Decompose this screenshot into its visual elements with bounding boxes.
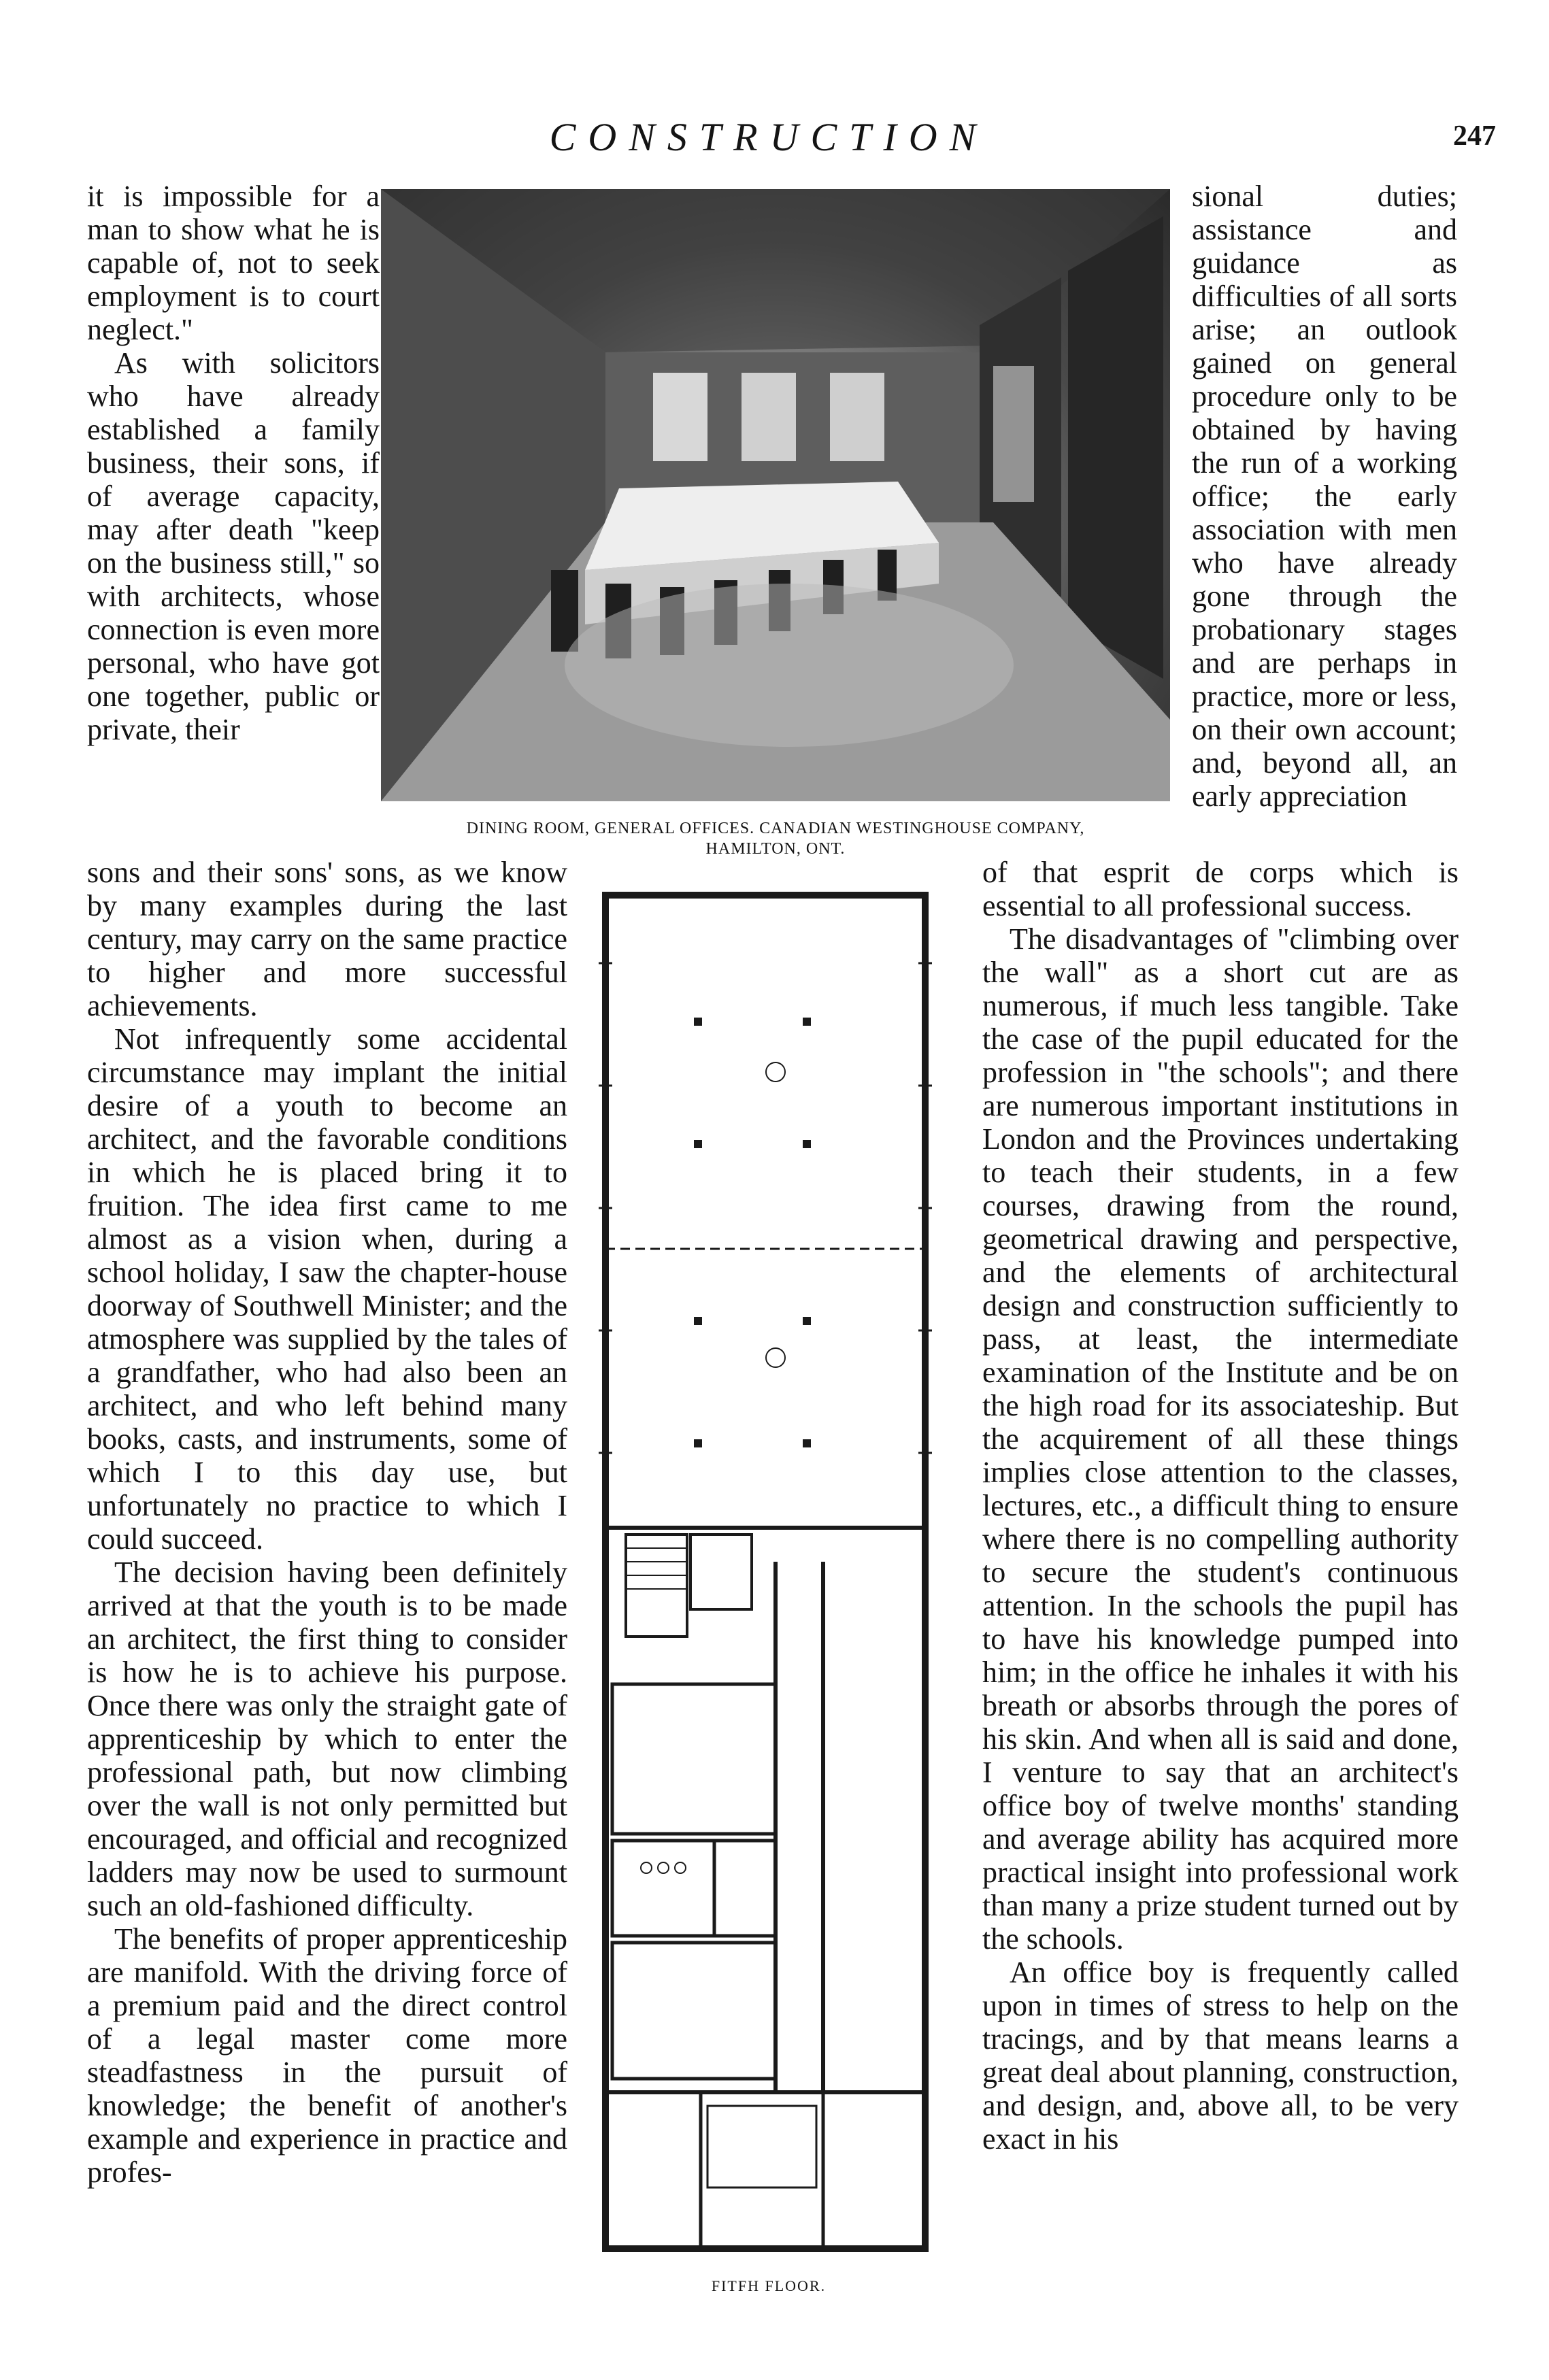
dining-room-photo	[381, 189, 1170, 801]
column-left-top	[87, 180, 380, 746]
column-right-bottom	[982, 856, 1459, 2156]
paragraph: An office boy is frequently called upon in times of stress to help on the tracings, and by that means learns a great deal about planning, construction, and design, and, above all, to be very exact in his	[982, 1956, 1459, 2156]
plan-caption: FITFH FLOOR.	[711, 2277, 827, 2294]
paragraph: The decision having been definitely arrived at that the youth is to be made an architect, the first thing to consider is how he is to achieve his purpose. Once there was only the straight gate of apprenticeship by which to enter the professional path, but now climbing over the wall is not only permitted but encouraged, and official and recognized ladders may now be used to surmount such an old-fashioned difficulty.	[87, 1556, 567, 1922]
photo-caption-line2: HAMILTON, ONT.	[705, 840, 846, 858]
paragraph: of that esprit de corps which is essential to all professional success.	[982, 856, 1459, 922]
fifth-floor-plan	[599, 882, 939, 2265]
running-head: CONSTRUCTION	[549, 115, 988, 159]
column-right-top	[1192, 180, 1457, 813]
page-number: 247	[1453, 120, 1496, 152]
paragraph: sons and their sons' sons, as we know by many examples during the last century, may carry on the same practice to higher and more successful achievements.	[87, 856, 567, 1022]
paragraph: Not infrequently some accidental circumstance may implant the initial desire of a youth to become an architect, and the favorable conditions in which he is placed bring it to fruition. The idea first came to me almost as a vision when, during a school holiday, I saw the chapter-house doorway of Southwell Minister; and the atmosphere was supplied by the tales of a grandfather, who had also been an architect, and who left behind many books, casts, and instruments, some of which I to this day use, but unfortunately no practice to which I could succeed.	[87, 1022, 567, 1556]
paragraph: it is impossible for a man to show what he is capable of, not to seek employment is to court neglect."	[87, 180, 380, 346]
paragraph: The benefits of proper apprenticeship are manifold. With the driving force of a premium paid and the direct control of a legal master come more steadfastness in the pursuit of knowledge; the benefit of another's example and experience in practice and profes-	[87, 1922, 567, 2189]
column-left-bottom	[87, 856, 567, 2189]
photo-caption-line1: DINING ROOM, GENERAL OFFICES. CANADIAN WESTINGHOUSE COMPANY,	[466, 820, 1085, 837]
paragraph: sional duties; assistance and guidance as difficulties of all sorts arise; an outlook gained on general procedure only to be obtained by having the run of a working office; the early association with men who have already gone through the probationary stages and are perhaps in practice, more or less, on their own account; and, beyond all, an early appreciation	[1192, 180, 1457, 813]
photo-caption	[381, 818, 1170, 859]
paragraph: As with solicitors who have already established a family business, their sons, if of average capacity, may after death "keep on the business still," so with architects, whose connection is even more personal, who have got one together, public or private, their	[87, 346, 380, 746]
paragraph: The disadvantages of "climbing over the wall" as a short cut are as numerous, if much less tangible. Take the case of the pupil educated for the profession in "the schools"; and there are numerous important institutions in London and the Provinces undertaking to teach their students, in a few courses, drawing from the round, geometrical drawing and perspective, and the elements of architectural design and construction sufficiently to pass, at least, the intermediate examination of the Institute and be on the high road for its associateship. But the acquirement of all these things implies close attention to the classes, lectures, etc., a difficult thing to ensure where there is no compelling authority to secure the student's continuous attention. In the schools the pupil has to have his knowledge pumped into him; in the office he inhales it with his breath or absorbs through the pores of his skin. And when all is said and done, I venture to say that an architect's office boy of twelve months' standing and average ability has acquired more practical insight into professional work than many a prize student turned out by the schools.	[982, 922, 1459, 1956]
